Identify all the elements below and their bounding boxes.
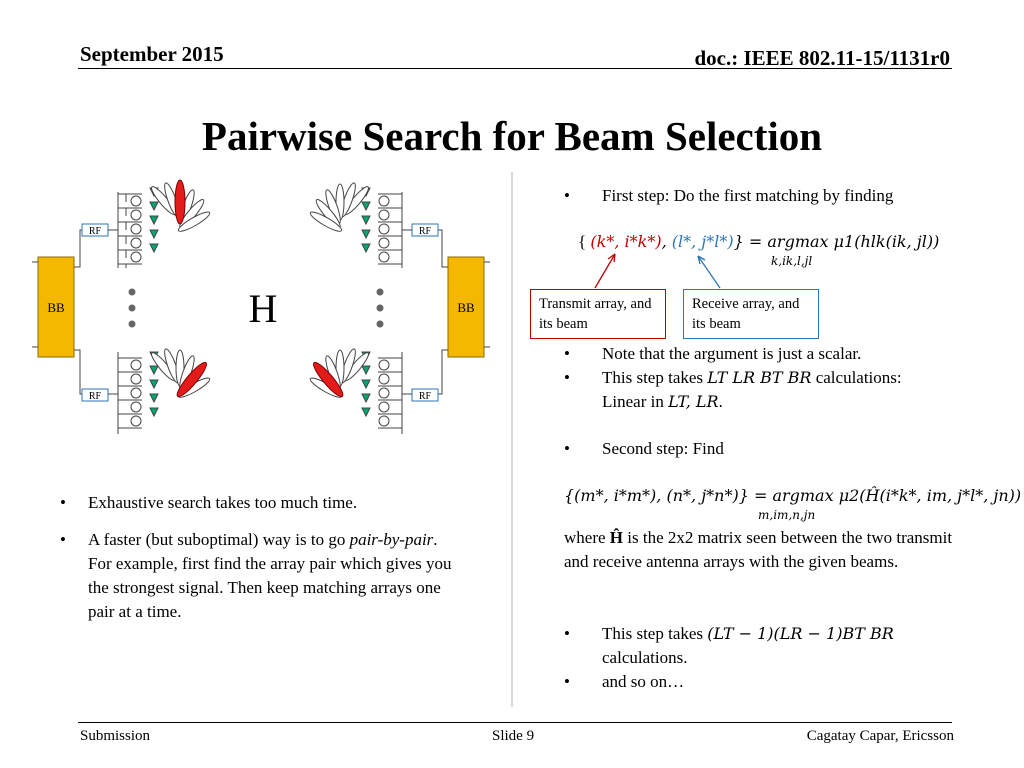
footer-rule	[78, 722, 952, 723]
rf-label-right-top: RF	[418, 226, 432, 237]
step3-text: This step takes (LT − 1)(LR − 1)BT BR	[602, 624, 894, 643]
right-bullet-marker-3: •	[564, 368, 570, 387]
callout-transmit: Transmit array, and its beam	[530, 289, 666, 339]
right-bullet-marker-4: •	[564, 439, 570, 458]
channel-label: H	[248, 286, 278, 331]
step3-line2: calculations.	[602, 648, 688, 667]
left-bullet-marker-2: •	[60, 530, 66, 549]
column-divider	[511, 172, 513, 707]
step1-text: First step: Do the first matching by finding	[602, 186, 894, 205]
footer-submission: Submission	[80, 728, 151, 744]
callout-receive: Receive array, and its beam	[683, 289, 819, 339]
header-doc-id: doc.: IEEE 802.11-15/1131r0	[694, 46, 950, 70]
antenna-array-right-bottom	[308, 348, 412, 434]
header-rule	[78, 68, 952, 69]
rf-label-left-bottom: RF	[88, 391, 102, 402]
equation-1-subscript: k,ik,l,jl	[771, 254, 813, 268]
note1-text: Note that the argument is just a scalar.	[602, 344, 862, 363]
equation-2: {(m*, i*m*), (n*, j*n*)} = argmax μ2(Ĥ(i*k*, im, j*l*, jn))	[564, 486, 1022, 505]
rf-label-right-bottom: RF	[418, 391, 432, 402]
right-bullet-marker-2: •	[564, 344, 570, 363]
left-bullet-2: A faster (but suboptimal) way is to go pair-by-pair. For example, first find the array pair which gives you the strongest signal. Then keep matching arrays one pair at a time.	[88, 530, 452, 621]
right-bullet-marker-5: •	[564, 624, 570, 643]
footer-slide-number: Slide 9	[492, 728, 535, 744]
footer-author: Cagatay Capar, Ericsson	[806, 728, 954, 744]
bb-label-right: BB	[457, 300, 475, 315]
header-date: September 2015	[80, 42, 224, 66]
equation-1: { (k*, i*k*), (l*, j*l*)} = argmax μ1(hlk(ik, jl))	[578, 232, 940, 251]
right-bullet-marker-1: •	[564, 186, 570, 205]
left-bullet-1: Exhaustive search takes too much time.	[88, 493, 358, 512]
note2-line2: Linear in LT, LR.	[602, 392, 723, 411]
eq1-transmit-part: (k*, i*k*)	[590, 232, 662, 251]
step4-text: and so on…	[602, 672, 685, 691]
antenna-array-left-bottom	[108, 348, 212, 434]
equation-2-subscript: m,im,n,jn	[758, 508, 816, 522]
step2-text: Second step: Find	[602, 439, 724, 458]
rf-label-left-top: RF	[88, 226, 102, 237]
slide-title: Pairwise Search for Beam Selection	[201, 113, 823, 159]
bb-label-left: BB	[47, 300, 65, 315]
antenna-array-right-top	[308, 182, 412, 268]
note2-text: This step takes LT LR BT BR calculations:	[602, 368, 902, 387]
selected-beam-left-top	[175, 180, 185, 224]
antenna-array-left-top	[108, 180, 212, 268]
left-bullet-marker-1: •	[60, 493, 66, 512]
beamforming-diagram	[30, 172, 500, 442]
where-text: where Ĥ is the 2x2 matrix seen between the two transmit and receive antenna arrays with the given beams.	[564, 528, 953, 571]
eq1-receive-part: (l*, j*l*)	[671, 232, 734, 251]
right-bullet-marker-6: •	[564, 672, 570, 691]
